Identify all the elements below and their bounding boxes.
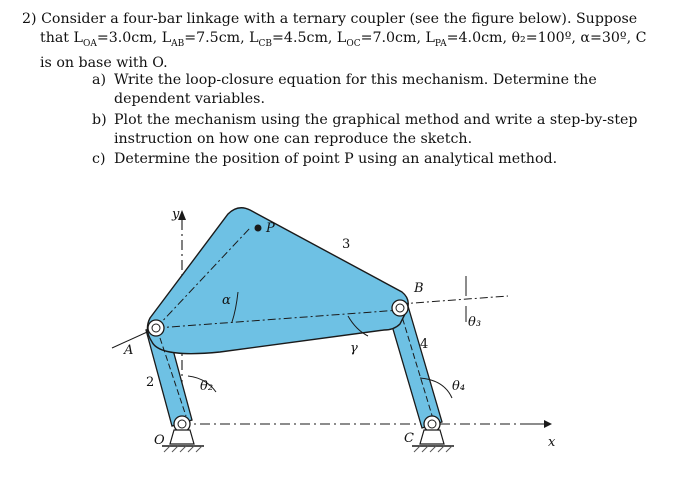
- label-B: B: [414, 281, 424, 296]
- part-c: [92, 150, 682, 169]
- point-P: [255, 225, 262, 232]
- label-link-3: 3: [342, 237, 351, 252]
- part-a-line-1: Write the loop-closure equation for this mechanism. Determine the: [114, 72, 597, 88]
- pin-A: [148, 320, 164, 336]
- line-B-horizontal: [400, 296, 508, 304]
- problem-statement: [22, 10, 682, 73]
- label-A: A: [124, 343, 134, 358]
- label-y: y: [172, 207, 180, 222]
- part-a: [92, 71, 682, 109]
- part-b-label: b): [92, 112, 107, 128]
- coupler-link-3: [147, 208, 408, 354]
- part-b-line-1: Plot the mechanism using the graphical method and write a step-by-step: [114, 112, 638, 128]
- label-link-4: 4: [420, 337, 429, 352]
- problem-text-3: is on base with O.: [40, 55, 168, 72]
- label-alpha: α: [222, 293, 231, 308]
- label-O: O: [154, 433, 165, 448]
- label-gamma: γ: [350, 341, 358, 356]
- part-a-line-2: dependent variables.: [114, 91, 265, 108]
- x-axis-arrowhead: [544, 420, 552, 428]
- label-theta4: θ₄: [452, 379, 466, 394]
- part-a-label: a): [92, 72, 106, 88]
- linkage-figure: [100, 200, 580, 480]
- part-b: [92, 111, 682, 149]
- problem-line-1: [22, 10, 682, 29]
- problem-line-2: that $L_{OA}=3.0cm$, $L_{AB}=7.5cm$, $L_{CB}=4.5cm$, $L_{OC}=7.0cm$, $L_{PA}=4.0cm$, θ₂=100º, α=30º, C: [40, 30, 647, 50]
- label-theta2: θ₂: [200, 379, 214, 394]
- part-c-label: c): [92, 151, 106, 167]
- label-x: x: [548, 435, 556, 450]
- label-theta3: θ₃: [468, 315, 482, 330]
- part-c-line-1: Determine the position of point P using an analytical method.: [114, 151, 558, 167]
- ground-C: [412, 430, 454, 452]
- part-b-line-2: instruction on how one can reproduce the sketch.: [114, 131, 473, 148]
- label-C: C: [404, 431, 414, 446]
- ground-O: [162, 430, 204, 452]
- pin-B: [392, 300, 408, 316]
- label-link-2: 2: [146, 375, 155, 390]
- problem-text-1: Consider a four-bar linkage with a ternary coupler (see the figure below). Suppose: [41, 11, 638, 27]
- label-P: P: [266, 221, 275, 236]
- problem-number: 2): [22, 11, 37, 27]
